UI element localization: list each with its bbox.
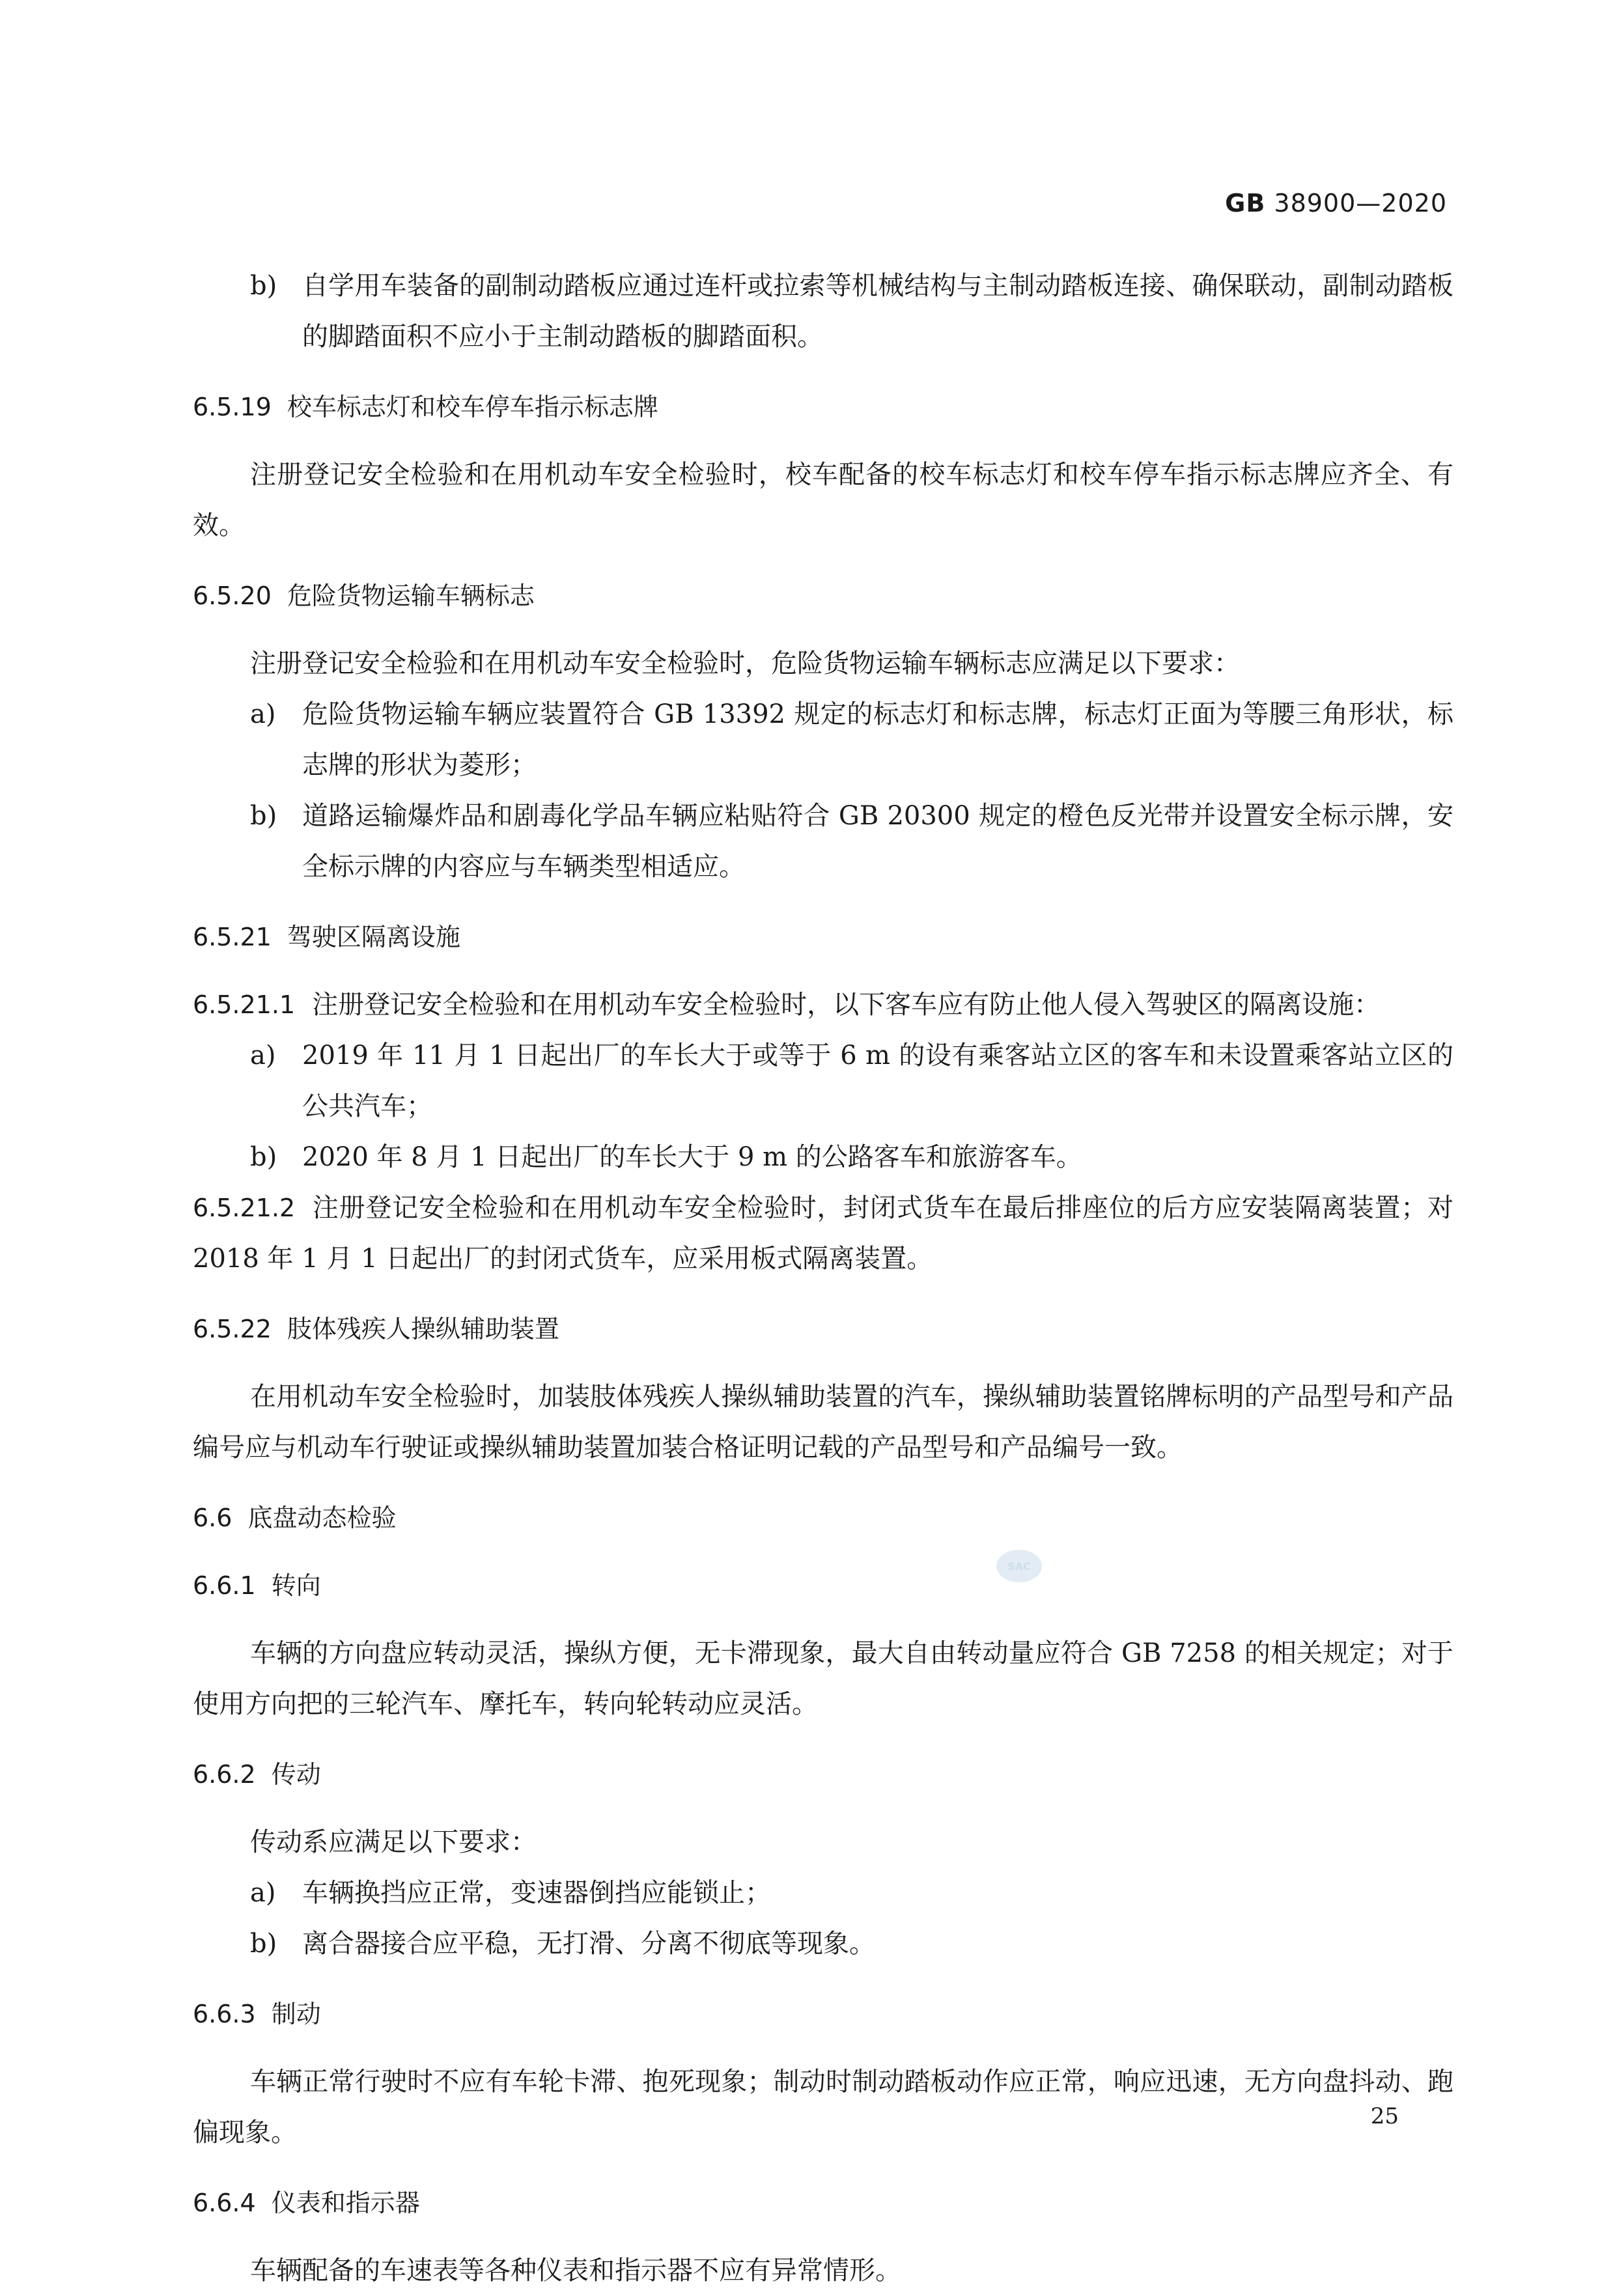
- section-number: 6.5.20: [193, 581, 272, 610]
- section-title: 转向: [271, 1571, 321, 1600]
- section-number: 6.6.3: [193, 2000, 256, 2028]
- section-title: 肢体残疾人操纵辅助装置: [287, 1315, 559, 1343]
- paragraph: 车辆正常行驶时不应有车轮卡滞、抱死现象；制动时制动踏板动作应正常，响应迅速，无方向盘抖动、跑偏现象。: [193, 2067, 1454, 2148]
- list-marker: a): [250, 1878, 276, 1908]
- list-marker: b): [250, 271, 277, 301]
- section-number: 6.6: [193, 1504, 232, 1532]
- sac-watermark-logo: SAC: [996, 1550, 1042, 1582]
- list-marker: b): [250, 1142, 277, 1172]
- list-item-text: 2019 年 11 月 1 日起出厂的车长大于或等于 6 m 的设有乘客站立区的客车和未设置乘客站立区的公共汽车；: [302, 1041, 1454, 1121]
- list-item: [193, 1868, 1454, 1918]
- list-marker: a): [250, 699, 276, 729]
- subclause-6-5-21-1: [193, 979, 1454, 1030]
- paragraph: 传动系应满足以下要求：: [250, 1827, 537, 1857]
- paragraph: 在用机动车安全检验时，加装肢体残疾人操纵辅助装置的汽车，操纵辅助装置铭牌标明的产品型号和产品编号应与机动车行驶证或操纵辅助装置加装合格证明记载的产品型号和产品编号一致。: [193, 1382, 1454, 1463]
- section-number: 6.5.22: [193, 1315, 272, 1343]
- page-number: 25: [1370, 2103, 1399, 2129]
- section-number: 6.6.2: [193, 1760, 256, 1789]
- section-heading-6-6-2: [193, 1749, 1454, 1800]
- list-marker: a): [250, 1041, 276, 1071]
- list-marker: b): [250, 1929, 277, 1959]
- section-heading-6-5-22: [193, 1304, 1454, 1354]
- subclause-text: 注册登记安全检验和在用机动车安全检验时，封闭式货车在最后排座位的后方应安装隔离装置；对 2018 年 1 月 1 日起出厂的封闭式货车，应采用板式隔离装置。: [193, 1193, 1454, 1274]
- list-item: [193, 689, 1454, 791]
- list-marker: b): [250, 801, 277, 831]
- list-item-text: 自学用车装备的副制动踏板应通过连杆或拉索等机械结构与主制动踏板连接、确保联动，副制动踏板的脚踏面积不应小于主制动踏板的脚踏面积。: [302, 271, 1454, 352]
- standard-code-number: 38900—2020: [1274, 189, 1447, 217]
- section-title: 底盘动态检验: [247, 1504, 397, 1532]
- subclause-6-5-21-2: [193, 1183, 1454, 1284]
- list-item-text: 离合器接合应平稳，无打滑、分离不彻底等现象。: [302, 1929, 875, 1959]
- standard-code-prefix: GB: [1225, 189, 1266, 217]
- list-item-text: 2020 年 8 月 1 日起出厂的车长大于 9 m 的公路客车和旅游客车。: [302, 1142, 1082, 1172]
- paragraph: 注册登记安全检验和在用机动车安全检验时，校车配备的校车标志灯和校车停车指示标志牌应齐全、有效。: [193, 460, 1454, 540]
- subclause-number: 6.5.21.1: [193, 990, 296, 1019]
- section-heading-6-6: [193, 1492, 1454, 1543]
- list-item: [193, 1132, 1454, 1183]
- paragraph: 车辆的方向盘应转动灵活，操纵方便，无卡滞现象，最大自由转动量应符合 GB 7258 的相关规定；对于使用方向把的三轮汽车、摩托车，转向轮转动应灵活。: [193, 1638, 1454, 1719]
- paragraph: 车辆配备的车速表等各种仪表和指示器不应有异常情形。: [250, 2256, 901, 2286]
- list-item-text: 车辆换挡应正常，变速器倒挡应能锁止；: [302, 1878, 771, 1908]
- paragraph: 注册登记安全检验和在用机动车安全检验时，危险货物运输车辆标志应满足以下要求：: [250, 649, 1240, 679]
- section-heading-6-5-19: [193, 382, 1454, 432]
- section-title: 危险货物运输车辆标志: [287, 581, 535, 610]
- standard-code-header: [1225, 189, 1447, 217]
- section-heading-6-6-3: [193, 1989, 1454, 2039]
- section-heading-6-6-1: [193, 1560, 1454, 1611]
- section-heading-6-5-20: [193, 570, 1454, 621]
- document-body: [193, 260, 1454, 2296]
- subclause-text: 注册登记安全检验和在用机动车安全检验时，以下客车应有防止他人侵入驾驶区的隔离设施：: [312, 990, 1381, 1020]
- section-heading-6-5-21: [193, 912, 1454, 962]
- section-title: 仪表和指示器: [271, 2189, 420, 2217]
- subclause-number: 6.5.21.2: [193, 1194, 296, 1222]
- section-heading-6-6-4: [193, 2177, 1454, 2228]
- section-number: 6.6.4: [193, 2189, 256, 2217]
- list-item: [193, 1030, 1454, 1132]
- section-title: 驾驶区隔离设施: [287, 923, 460, 951]
- list-item-text: 道路运输爆炸品和剧毒化学品车辆应粘贴符合 GB 20300 规定的橙色反光带并设置安全标示牌，安全标示牌的内容应与车辆类型相适应。: [302, 801, 1454, 882]
- section-title: 传动: [271, 1760, 321, 1789]
- section-title: 制动: [271, 2000, 321, 2028]
- section-number: 6.6.1: [193, 1571, 256, 1600]
- list-item: [193, 1918, 1454, 1969]
- section-title: 校车标志灯和校车停车指示标志牌: [287, 393, 658, 421]
- section-number: 6.5.21: [193, 923, 272, 951]
- section-number: 6.5.19: [193, 393, 272, 421]
- list-item-text: 危险货物运输车辆应装置符合 GB 13392 规定的标志灯和标志牌，标志灯正面为等腰三角形状，标志牌的形状为菱形；: [302, 699, 1454, 780]
- list-item: [193, 791, 1454, 892]
- list-item: [193, 260, 1454, 362]
